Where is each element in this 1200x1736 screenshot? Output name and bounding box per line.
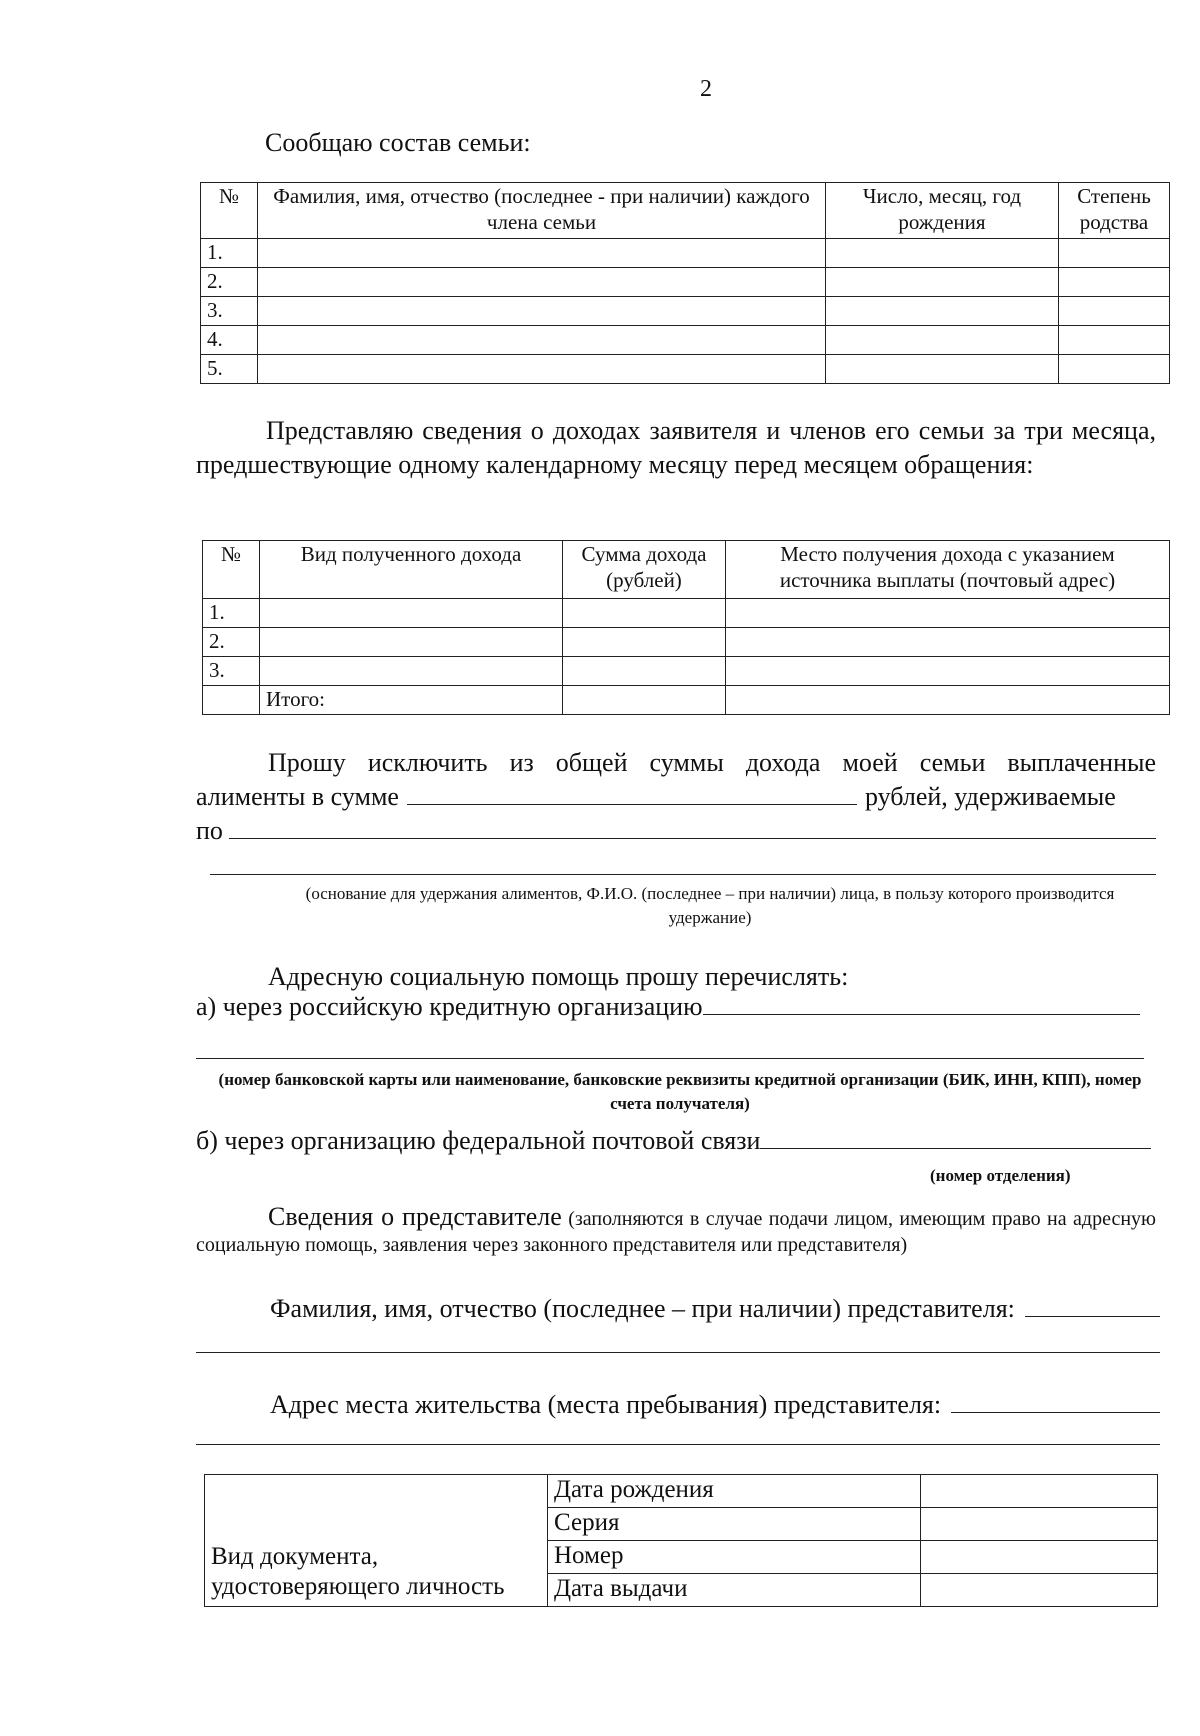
empty-cell: [203, 686, 260, 715]
representative-intro: [196, 1204, 1156, 1258]
row-number: 3.: [201, 297, 258, 326]
representative-intro-bold: Сведения о представителе: [268, 1202, 562, 1231]
number-value[interactable]: [921, 1541, 1158, 1574]
alimony-note: (основание для удержания алиментов, Ф.И.О. (последнее – при наличии) лица, в пользу которого производится удержание): [305, 884, 1115, 927]
family-relation-cell[interactable]: [1059, 355, 1170, 384]
income-total-amount-cell[interactable]: [563, 686, 726, 715]
option-a-label: а) через российскую кредитную организацию: [196, 992, 703, 1021]
bank-details-line[interactable]: [196, 1058, 1144, 1059]
alimony-basis-line[interactable]: [210, 874, 1156, 875]
row-number: 2.: [203, 628, 260, 657]
document-field-label: Серия: [548, 1508, 921, 1541]
payment-option-a: [196, 990, 1140, 1024]
row-number: 2.: [201, 268, 258, 297]
family-name-cell[interactable]: [258, 297, 826, 326]
table-row: [201, 355, 1170, 384]
alimony-amount-label: алименты в сумме: [196, 782, 399, 811]
bank-note: (номер банковской карты или наименование, банковские реквизиты кредитной организации (БИК, ИНН, КПП), номер счета получателя): [218, 1070, 1142, 1113]
income-amount-cell[interactable]: [563, 599, 726, 628]
row-number: 1.: [201, 239, 258, 268]
family-relation-cell[interactable]: [1059, 297, 1170, 326]
family-table: [200, 182, 1170, 384]
representative-name-line[interactable]: [196, 1352, 1160, 1353]
alimony-line1: Прошу исключить из общей суммы дохода моей семьи выплаченные: [268, 748, 1156, 777]
income-col-type: Вид полученного дохода: [260, 541, 563, 599]
post-office-field[interactable]: [760, 1124, 1151, 1149]
income-amount-cell[interactable]: [563, 628, 726, 657]
income-intro: Представляю сведения о доходах заявителя и членов его семьи за три месяца, предшествующие одному календарному месяцу перед месяцем обращения:: [196, 416, 1156, 479]
family-col-birth: Число, месяц, год рождения: [826, 183, 1059, 239]
payment-heading: Адресную социальную помощь прошу перечислять:: [268, 962, 849, 991]
family-heading: Сообщаю состав семьи:: [265, 128, 531, 157]
income-type-cell[interactable]: [260, 599, 563, 628]
alimony-amount-field[interactable]: [407, 780, 857, 805]
table-row: [201, 239, 1170, 268]
series-value[interactable]: [921, 1508, 1158, 1541]
table-row: [203, 599, 1170, 628]
family-name-cell[interactable]: [258, 326, 826, 355]
income-source-cell[interactable]: [726, 657, 1170, 686]
table-row: [203, 628, 1170, 657]
income-col-num: №: [203, 541, 260, 599]
post-office-note: (номер отделения): [930, 1166, 1071, 1185]
family-name-cell[interactable]: [258, 239, 826, 268]
family-col-num: №: [201, 183, 258, 239]
income-amount-cell[interactable]: [563, 657, 726, 686]
family-col-relation: Степень родства: [1059, 183, 1170, 239]
family-relation-cell[interactable]: [1059, 268, 1170, 297]
alimony-by-label: по: [196, 816, 223, 845]
family-name-cell[interactable]: [258, 268, 826, 297]
bank-org-field[interactable]: [703, 990, 1141, 1015]
representative-address-label: Адрес места жительства (места пребывания) представителя:: [270, 1390, 942, 1419]
row-number: 4.: [201, 326, 258, 355]
page-number: 2: [700, 76, 712, 102]
representative-name-field[interactable]: [1025, 1292, 1160, 1317]
alimony-basis-field[interactable]: [229, 814, 1156, 839]
alimony-line3: [196, 814, 1156, 848]
family-name-cell[interactable]: [258, 355, 826, 384]
income-total-source-cell[interactable]: [726, 686, 1170, 715]
option-b-label: б) через организацию федеральной почтовой связи: [196, 1126, 761, 1155]
row-number: 3.: [203, 657, 260, 686]
table-row: [201, 268, 1170, 297]
document-field-label: Дата рождения: [548, 1475, 921, 1508]
document-type-label: Вид документа, удостоверяющего личность: [205, 1475, 548, 1607]
income-source-cell[interactable]: [726, 599, 1170, 628]
income-col-amount: Сумма дохода (рублей): [563, 541, 726, 599]
representative-address-row: [270, 1388, 1160, 1422]
table-row: [201, 297, 1170, 326]
family-relation-cell[interactable]: [1059, 239, 1170, 268]
row-number: 1.: [203, 599, 260, 628]
family-birth-cell[interactable]: [826, 239, 1059, 268]
table-row: [201, 326, 1170, 355]
representative-address-field[interactable]: [951, 1388, 1160, 1413]
family-relation-cell[interactable]: [1059, 326, 1170, 355]
birth-date-value[interactable]: [921, 1475, 1158, 1508]
representative-name-label: Фамилия, имя, отчество (последнее – при наличии) представителя:: [270, 1294, 1015, 1323]
income-total-label: Итого:: [260, 686, 563, 715]
income-type-cell[interactable]: [260, 657, 563, 686]
representative-name-row: [270, 1292, 1160, 1326]
issue-date-value[interactable]: [921, 1574, 1158, 1607]
document-field-label: Номер: [548, 1541, 921, 1574]
representative-address-line[interactable]: [196, 1444, 1160, 1445]
family-birth-cell[interactable]: [826, 355, 1059, 384]
income-table: [202, 540, 1170, 715]
table-row: [203, 686, 1170, 715]
family-birth-cell[interactable]: [826, 326, 1059, 355]
income-type-cell[interactable]: [260, 628, 563, 657]
row-number: 5.: [201, 355, 258, 384]
identity-document-table: [204, 1474, 1158, 1607]
payment-option-b: [196, 1124, 1151, 1158]
family-col-name: Фамилия, имя, отчество (последнее - при наличии) каждого члена семьи: [258, 183, 826, 239]
representative-intro-rest: (заполняются в случае подачи лицом, имеющим право на адресную социальную помощь, заявления через законного представителя или представителя): [196, 1208, 1156, 1256]
family-birth-cell[interactable]: [826, 268, 1059, 297]
table-row: [203, 657, 1170, 686]
family-birth-cell[interactable]: [826, 297, 1059, 326]
alimony-withheld-label: рублей, удерживаемые: [864, 782, 1116, 811]
document-field-label: Дата выдачи: [548, 1574, 921, 1607]
alimony-line2: [196, 780, 1156, 814]
income-col-source: Место получения дохода с указанием источника выплаты (почтовый адрес): [726, 541, 1170, 599]
income-source-cell[interactable]: [726, 628, 1170, 657]
